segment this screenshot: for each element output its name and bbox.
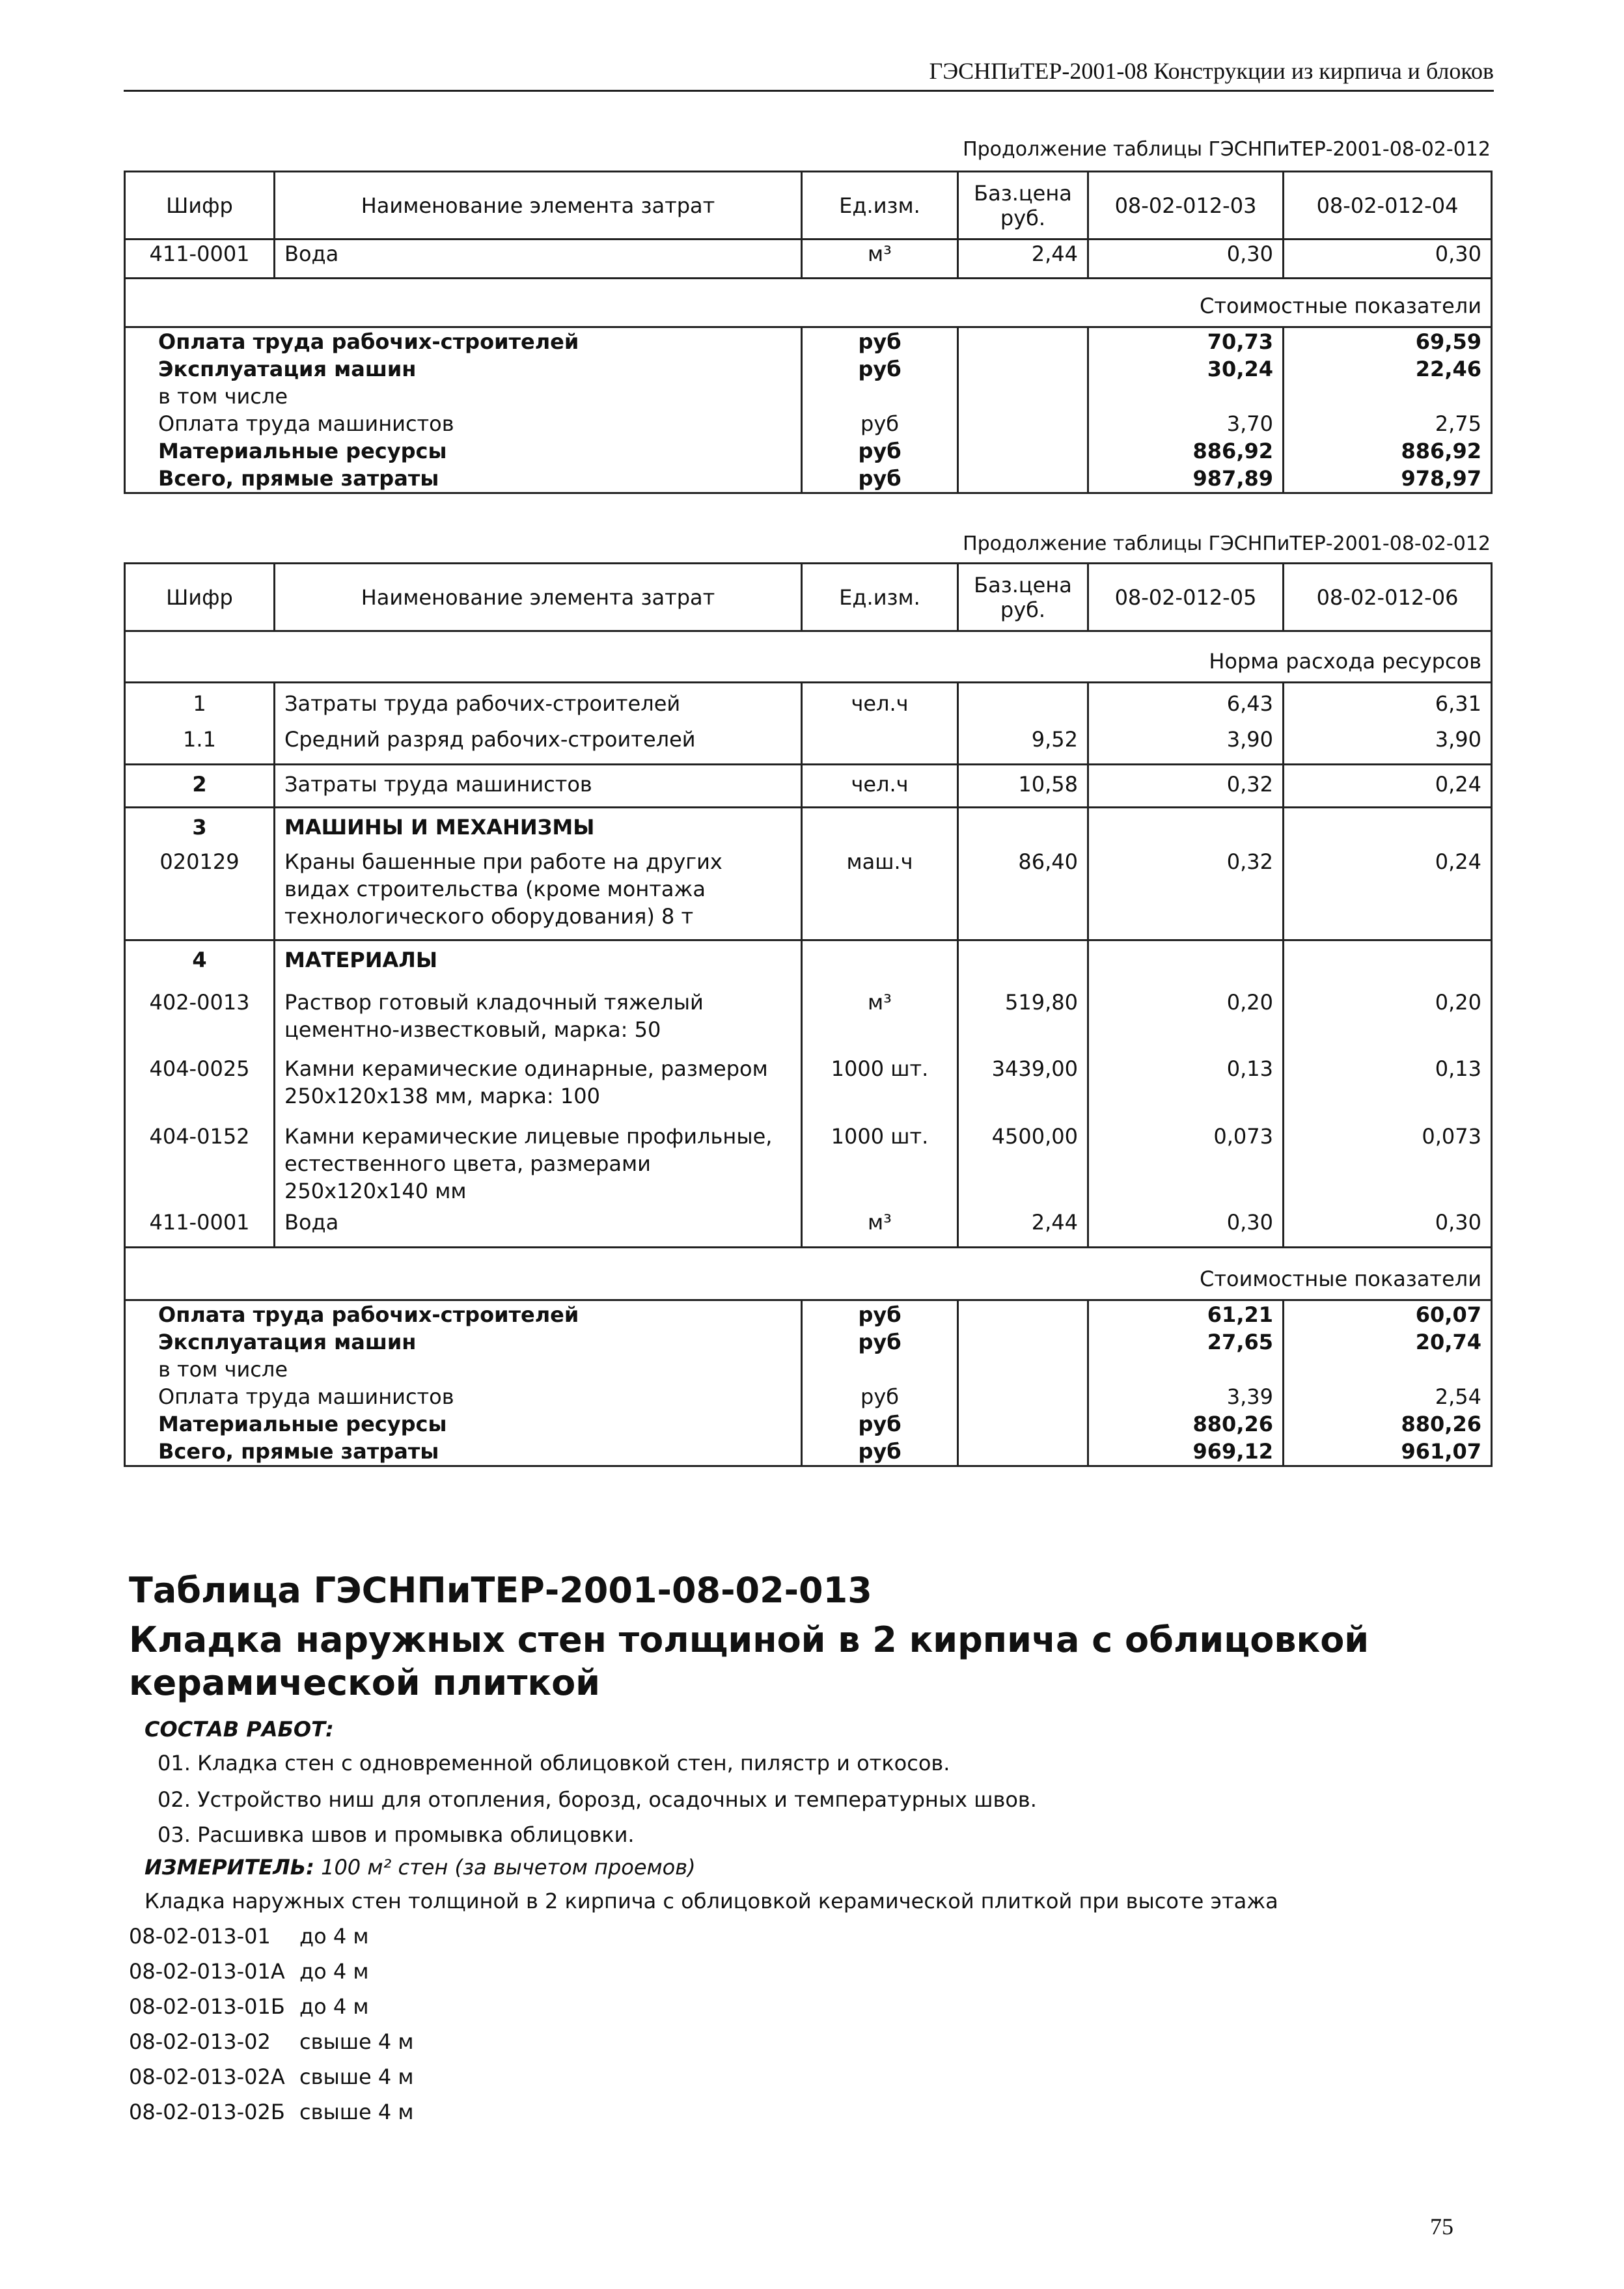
meter-value: 100 м² стен (за вычетом проемов) <box>321 1855 696 1880</box>
section-row <box>125 631 1492 683</box>
table1-continuation: Продолжение таблицы ГЭСНПиТЕР-2001-08-02-012 <box>963 138 1491 161</box>
col-header-price: Баз.цена руб. <box>958 564 1088 631</box>
section-title-line2: керамической плиткой <box>129 1662 601 1703</box>
meter-label: ИЗМЕРИТЕЛЬ: <box>145 1855 314 1880</box>
table-title: Таблица ГЭСНПиТЕР-2001-08-02-013 <box>129 1570 872 1611</box>
section-row <box>125 1248 1492 1300</box>
table-row: 4 МАТЕРИАЛЫ <box>125 940 1492 982</box>
table-row: 411-0001 Вода м³ 2,44 0,30 0,30 <box>125 1209 1492 1248</box>
table1-header-row <box>125 172 1492 240</box>
col-header-v2: 08-02-012-04 <box>1284 172 1492 240</box>
table-row: Оплата труда машинистов руб 3,70 2,75 <box>125 410 1492 437</box>
composition-label: СОСТАВ РАБОТ: <box>145 1717 334 1742</box>
table-row: 1 Затраты труда рабочих-строителей чел.ч 6,43 6,31 <box>125 683 1492 722</box>
code-item: 08-02-013-01 до 4 м <box>129 1924 369 1949</box>
section-title-line1: Кладка наружных стен толщиной в 2 кирпича с облицовкой <box>129 1619 1369 1660</box>
col-header-unit: Ед.изм. <box>802 172 958 240</box>
code-item: 08-02-013-02А свыше 4 м <box>129 2064 414 2089</box>
col-header-v2: 08-02-012-06 <box>1284 564 1492 631</box>
work-item: 03. Расшивка швов и промывка облицовки. <box>158 1822 635 1847</box>
table-row: в том числе <box>125 383 1492 410</box>
table-row: 402-0013 Раствор готовый кладочный тяжелый цементно-известковый, марка: 50 м³ 519,80 0,20 0,20 <box>125 982 1492 1050</box>
table2-header-row <box>125 564 1492 631</box>
work-item: 01. Кладка стен с одновременной облицовкой стен, пилястр и откосов. <box>158 1751 950 1775</box>
table-row: Материальные ресурсы руб 880,26 880,26 <box>125 1410 1492 1438</box>
code-item: 08-02-013-01А до 4 м <box>129 1959 369 1984</box>
table-row: Оплата труда рабочих-строителей руб 61,21 60,07 <box>125 1300 1492 1329</box>
description: Кладка наружных стен толщиной в 2 кирпича с облицовкой керамической плиткой при высоте этажа <box>145 1889 1278 1913</box>
col-header-code: Шифр <box>125 172 275 240</box>
section-row <box>125 279 1492 327</box>
table2-continuation: Продолжение таблицы ГЭСНПиТЕР-2001-08-02-012 <box>963 532 1491 555</box>
table-row: 404-0152 Камни керамические лицевые профильные, естественного цвета, размерами 250x120x140 мм 1000 шт. 4500,00 0,073 0,073 <box>125 1117 1492 1209</box>
col-header-v1: 08-02-012-03 <box>1088 172 1284 240</box>
table-row: 020129 Краны башенные при работе на других видах строительства (кроме монтажа технологического оборудования) 8 т маш.ч 86,40 0,32 0,24 <box>125 848 1492 940</box>
running-title: ГЭСНПиТЕР-2001-08 Конструкции из кирпича и блоков <box>929 58 1494 84</box>
table-row: 1.1 Средний разряд рабочих-строителей 9,52 3,90 3,90 <box>125 722 1492 765</box>
work-item: 02. Устройство ниш для отопления, борозд, осадочных и температурных швов. <box>158 1787 1037 1812</box>
col-header-v1: 08-02-012-05 <box>1088 564 1284 631</box>
table-row: Всего, прямые затраты руб 969,12 961,07 <box>125 1438 1492 1466</box>
code-item: 08-02-013-02 свыше 4 м <box>129 2029 414 2054</box>
norm-section-label: Норма расхода ресурсов <box>125 631 1492 683</box>
table-row: Оплата труда машинистов руб 3,39 2,54 <box>125 1383 1492 1410</box>
table-row: Эксплуатация машин руб 30,24 22,46 <box>125 355 1492 383</box>
table-row: Оплата труда рабочих-строителей руб 70,73 69,59 <box>125 327 1492 356</box>
table-row: 404-0025 Камни керамические одинарные, размером 250x120x138 мм, марка: 100 1000 шт. 3439,00 0,13 0,13 <box>125 1050 1492 1117</box>
table-row: 3 МАШИНЫ И МЕХАНИЗМЫ <box>125 808 1492 848</box>
code-item: 08-02-013-01Б до 4 м <box>129 1994 369 2019</box>
table-row: Материальные ресурсы руб 886,92 886,92 <box>125 437 1492 465</box>
table-row: в том числе <box>125 1356 1492 1383</box>
cost-section-label: Стоимостные показатели <box>125 279 1492 327</box>
meter-line <box>145 1855 696 1880</box>
page-number: 75 <box>1430 2214 1453 2240</box>
running-header <box>124 51 1494 92</box>
table2 <box>124 562 1493 1467</box>
cost-section-label: Стоимостные показатели <box>125 1248 1492 1300</box>
col-header-code: Шифр <box>125 564 275 631</box>
col-header-unit: Ед.изм. <box>802 564 958 631</box>
table-row: Эксплуатация машин руб 27,65 20,74 <box>125 1328 1492 1356</box>
col-header-name: Наименование элемента затрат <box>275 564 802 631</box>
table1 <box>124 171 1493 494</box>
code-item: 08-02-013-02Б свыше 4 м <box>129 2100 414 2124</box>
table-row: 411-0001 Вода м³ 2,44 0,30 0,30 <box>125 240 1492 279</box>
table-row: 2 Затраты труда машинистов чел.ч 10,58 0,32 0,24 <box>125 765 1492 808</box>
table-row: Всего, прямые затраты руб 987,89 978,97 <box>125 465 1492 493</box>
col-header-name: Наименование элемента затрат <box>275 172 802 240</box>
col-header-price: Баз.цена руб. <box>958 172 1088 240</box>
